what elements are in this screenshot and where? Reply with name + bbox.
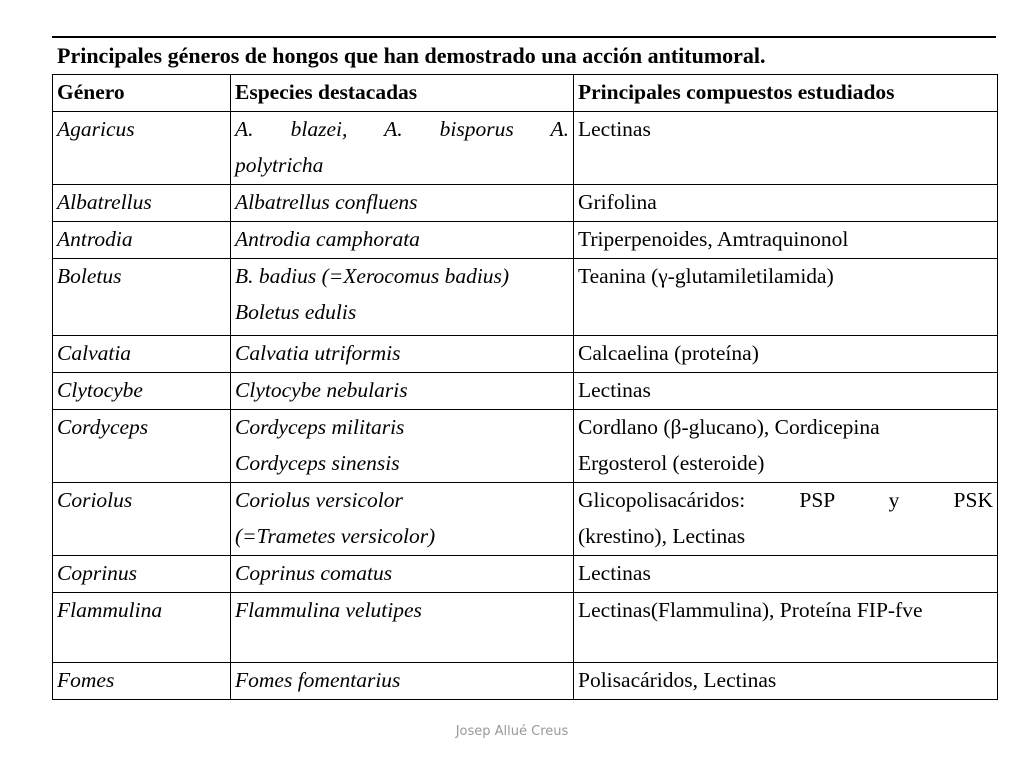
table-header-row [53,75,998,112]
genus-cell: Cordyceps [53,410,231,483]
compounds-line: Lectinas(Flammulina), Proteína FIP-fve [578,598,923,622]
genus-cell: Calvatia [53,336,231,373]
species-cell [231,483,574,556]
compounds-line: Lectinas [578,378,651,402]
compounds-line: Lectinas [578,117,651,141]
table-title: Principales géneros de hongos que han demostrado una acción antitumoral. [57,43,766,68]
compounds-line: Triperpenoides, Amtraquinonol [578,227,849,251]
species-cell [231,593,574,663]
species-line: Flammulina velutipes [235,598,422,622]
species-line: (=Trametes versicolor) [235,523,436,548]
table-row [53,483,998,556]
species-line: Boletus edulis [235,299,357,324]
header-compounds: Principales compuestos estudiados [574,75,998,112]
compounds-line: Calcaelina (proteína) [578,341,759,365]
species-line: Fomes fomentarius [235,668,401,692]
table-row [53,185,998,222]
genus-cell: Albatrellus [53,185,231,222]
genus-cell: Coriolus [53,483,231,556]
genus-cell: Boletus [53,259,231,336]
compounds-cell [574,410,998,483]
fungi-table [52,74,998,700]
species-cell [231,663,574,700]
table-row [53,663,998,700]
species-line: B. badius (=Xerocomus badius) [235,264,510,288]
table-row [53,410,998,483]
species-line: Albatrellus confluens [235,190,418,214]
compounds-cell [574,663,998,700]
compounds-cell [574,593,998,663]
species-cell [231,336,574,373]
species-line: Clytocybe nebularis [235,378,408,402]
genus-cell: Antrodia [53,222,231,259]
genus-cell: Clytocybe [53,373,231,410]
compounds-cell [574,373,998,410]
species-cell [231,185,574,222]
table-row [53,556,998,593]
footer-author: Josep Allué Creus [455,724,569,739]
species-cell [231,556,574,593]
compounds-cell [574,336,998,373]
top-rule [52,36,996,38]
genus-cell: Agaricus [53,112,231,185]
compounds-line: Grifolina [578,190,657,214]
species-cell [231,259,574,336]
compounds-line: Teanina (γ-glutamiletilamida) [578,264,834,288]
species-line: Cordyceps militaris [235,415,405,439]
table-row [53,593,998,663]
compounds-line: Glicopolisacáridos: PSP y PSK [578,488,993,512]
table-body [53,112,998,700]
species-cell [231,410,574,483]
species-line: polytricha [235,152,324,177]
genus-cell: Fomes [53,663,231,700]
compounds-cell [574,483,998,556]
compounds-cell [574,112,998,185]
species-line: Antrodia camphorata [235,227,420,251]
genus-cell: Coprinus [53,556,231,593]
compounds-line: Polisacáridos, Lectinas [578,668,777,692]
compounds-line: (krestino), Lectinas [578,523,746,548]
table-row [53,373,998,410]
species-cell [231,222,574,259]
compounds-line: Lectinas [578,561,651,585]
header-species: Especies destacadas [231,75,574,112]
species-line: Cordyceps sinensis [235,450,400,475]
species-line: Coprinus comatus [235,561,393,585]
compounds-cell [574,259,998,336]
table-row [53,259,998,336]
compounds-line: Cordlano (β-glucano), Cordicepina [578,415,880,439]
header-genus: Género [53,75,231,112]
compounds-line: Ergosterol (esteroide) [578,450,765,475]
table-row [53,336,998,373]
species-cell [231,373,574,410]
compounds-cell [574,222,998,259]
genus-cell: Flammulina [53,593,231,663]
species-cell [231,112,574,185]
table-row [53,112,998,185]
species-line: Coriolus versicolor [235,488,403,512]
compounds-cell [574,185,998,222]
species-line: A. blazei, A. bisporus A. [235,117,569,141]
species-line: Calvatia utriformis [235,341,401,365]
compounds-cell [574,556,998,593]
table-row [53,222,998,259]
